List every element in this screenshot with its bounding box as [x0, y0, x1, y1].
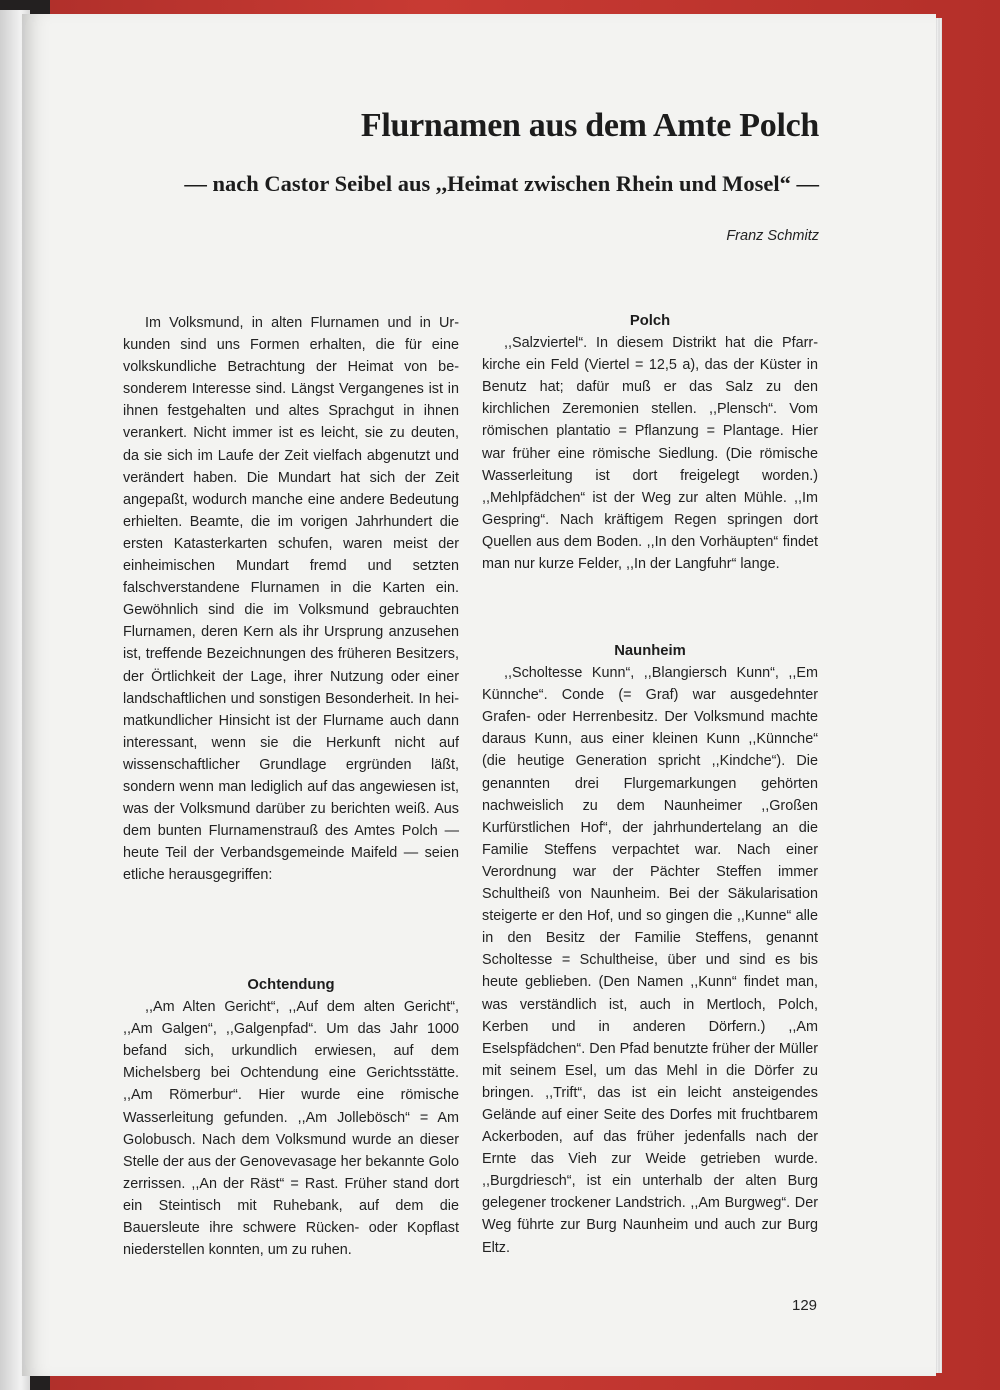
section-text-polch: ,,Salzviertel“. In diesem Distrikt hat die Pfarrkirche ein Feld (Viertel = 12,5 a), das der Küster in Benutz hat; dafür muß er das Salz zu den kirchlichen Zeremonien stellen. ,,Plensch“. Vom römischen plantatio = Pflanzung = Plantage. Hier war früher eine römische Siedlung. (Die römische Wasserleitung ist dort freigelegt worden.) ,,Mehlpfädchen“ ist der Weg zur alten Mühle. ,,Im Gespring“. Nach kräftigem Regen springen dort Quellen aus dem Boden. ,,In den Vorhäupten“ findet man nur kurze Felder, ,,In der Langfuhr“ lange. [482, 335, 818, 573]
section-heading-ochtendung: Ochtendung [247, 977, 335, 993]
section-heading-polch: Polch [629, 313, 671, 329]
article-subtitle: — nach Castor Seibel aus ,,Heimat zwischen Rhein und Mosel“ — [184, 170, 819, 196]
page-number: 129 [792, 1297, 818, 1314]
section-text-naunheim: ,,Scholtesse Kunn“, ,,Blangiersch Kunn“, ,,Em Künnche“. Conde (= Graf) war ausgedehnter Grafen- oder Herrenbesitz. Der Volksmund machte daraus Kunn, aus einer kleinen Kunn ,,Künnche“ (die heutige Generation spricht ,,Kindche“). Die genannten drei Flurgemarkungen gehörten nachweislich zu dem Naunheimer ,,Großen Kurfürstlichen Hof“, der jahrhundertelang an die Familie Steffens verpachtet war. Nach einer Verordnung war der Pächter Steffen immer Schultheiß von Naunheim. Bei der Säkularisation steigerte er den Hof, und so gingen die ,,Kunne“ alle in den Besitz der Familie Steffens, genannt Scholtesse = Schultheise, über und sind es bis heute geblieben. (Den Namen ,,Kunn“ findet man, was verständlich ist, auch in Mertloch, Polch, Kerben und in anderen Dörfern.) ,,Am Eselspfädchen“. Den Pfad benutzte früher der Müller mit seinem Esel, um das Mehl in die Dörfer zu bringen. ,,Trift“, das ist ein leicht ansteigendes Gelände auf einer Seite des Dorfes mit fruchtbarem Ackerboden, auf das früher jedenfalls nach der Ernte das Vieh zur Weide getrieben wurde. ,,Burgdriesch“, ist ein unterhalb der alten Burg gelegener trockener Landstrich. ,,Am Burgweg“. Der Weg führte zur Burg Naunheim und auch zur Burg Eltz. [482, 665, 818, 1256]
section-polch [482, 310, 818, 575]
section-ochtendung [123, 974, 459, 1261]
intro-paragraph: Im Volksmund, in alten Flurnamen und in Urkunden sind uns Formen erhalten, die für eine volkskundliche Betrachtung der Heimat von besonderem Interesse sind. Längst Vergangenes ist in ihnen festgehalten und altes Sprachgut in ihnen verankert. Nicht immer ist es leicht, sie zu deuten, da sie sich im Laufe der Zeit vielfach abgenutzt und verändert haben. Die Mundart hat sich der Zeit angepaßt, wodurch manche eine andere Bedeutung erhielten. Beamte, die im vorigen Jahrhundert die ersten Katasterkarten schufen, waren meist der einheimischen Mundart fremd und setzten falschverstandene Flurnamen in die Karten ein. Gewöhnlich sind die im Volksmund gebrauchten Flurnamen, deren Kern als ihr Ursprung anzusehen ist, treffende Bezeichnungen des früheren Besitzers, der Örtlichkeit der Lage, ihrer Nutzung oder einer landschaftlichen und sonstigen Besonderheit. In heimatkundlicher Hinsicht ist der Flurname auch dann interessant, wenn sie die Herkunft nicht auf wissenschaftlicher Grundlage ergründen läßt, sondern wenn man lediglich auf das angewiesen ist, was der Volksmund darüber zu berichten weiß. Aus dem bunten Flurnamenstrauß des Amtes Polch — heute Teil der Verbandsgemeinde Maifeld — seien etliche herausgegriffen: [123, 315, 459, 884]
section-heading-naunheim: Naunheim [614, 643, 686, 659]
article-author: Franz Schmitz [726, 228, 819, 244]
section-text-ochtendung: ,,Am Alten Gericht“, ,,Auf dem alten Gericht“, ,,Am Galgen“, ,,Galgenpfad“. Um das Jahr 1000 befand sich, urkundlich erwiesen, auf dem Michelsberg bei Ochtendung eine Gerichtsstätte. ,,Am Römerbur“. Hier wurde eine römische Wasserleitung gefunden. ,,Am Jollebösch“ = Am Golobusch. Nach dem Volksmund wurde an dieser Stelle der aus der Genovevasage her bekannte Golo zerrissen. ,,An der Räst“ = Rast. Früher stand dort ein Steintisch mit Ruhebank, auf dem die Bauersleute ihre schwere Rücken- oder Kopflast niederstellen konnten, um zu ruhen. [123, 999, 460, 1259]
article-title: Flurnamen aus dem Amte Polch [360, 106, 819, 144]
section-naunheim [482, 640, 818, 1259]
intro-column [123, 312, 459, 886]
